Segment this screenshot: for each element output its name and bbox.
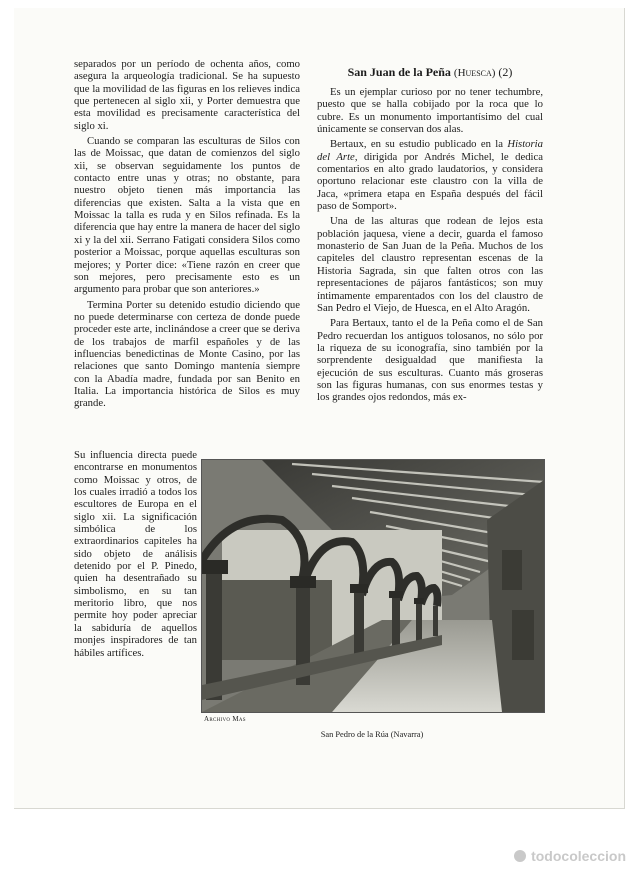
document-page <box>14 8 625 809</box>
right-paragraph-2 <box>317 138 543 212</box>
left-paragraph-2: Cuando se comparan las esculturas de Silos con las de Moissac, que datan de comienzos del siglo xii, se observan seguidamente los puntos de contacto entre unas y otras; no obstante, para nuestro objeto tienen más importancia las diferencias que existen. Salta a la vista que en Moissac la talla es ruda y en Silos refinada. Es la diferencia que hay entre la manera de hacer del siglo xi y la del xii. Serrano Fatigati considera Silos como posterior a Moissac, porque aquellas esculturas son mejores; y Porter dice: «Tiene razón en creer que son mejores, pero precisamente esto es un argumento para probar que son anteriores.» <box>74 135 300 296</box>
cloister-illustration <box>202 460 544 712</box>
left-paragraph-1: separados por un período de ochenta años, como asegura la arqueología tradicional. Se ha supuesto que la movilidad de las figuras en los relieves indica que pertenecen al siglo xii, y Porter demuestra que esta movilidad es precisamente característica del siglo xi. <box>74 58 300 132</box>
right-paragraph-4: Para Bertaux, tanto el de la Peña como el de San Pedro recuerdan los antiguos tolosanos, no sólo por la riqueza de su iconografía, sino también por la sorprendente desigualdad que manifiesta la ejecución de sus esculturas. Cuanto más groseras son las figuras humanas, con sus enormes testas y los grandes ojos redondos, más ex- <box>317 317 543 404</box>
right-paragraph-2-a: Bertaux, en su estudio publicado en la <box>330 138 508 151</box>
watermark-logo-icon <box>514 850 526 862</box>
cloister-photo <box>201 459 545 713</box>
photo-credit: Archivo Mas <box>204 715 246 723</box>
left-column-continuation <box>74 449 197 659</box>
section-title-number: (2) <box>498 65 513 79</box>
left-paragraph-3: Termina Porter su detenido estudio diciendo que no puede determinarse con certeza de donde puede proceder este arte, inclinándose a creer que se deriva de los trabajos de marfil españoles y de las influencias benedictinas de Monte Casino, por las relaciones que santo Domingo mantenía siempre con la Abadía madre, fundada por san Benito en Italia. La importancia histórica de Silos es muy grande. <box>74 298 300 410</box>
photo-caption: San Pedro de la Rúa (Navarra) <box>320 730 424 739</box>
watermark <box>514 848 626 864</box>
section-title-main: San Juan de la Peña <box>347 65 451 79</box>
right-paragraph-3: Una de las alturas que rodean de lejos esta población jaquesa, viene a decir, guarda el famoso monasterio de San Juan de la Peña. Muchos de los capiteles del claustro representan escenas de la Historia Sagrada, sin que falten otros con las representaciones de pájaros fantásticos; son muy íntimamente emparentados con los del claustro de San Pedro el Viejo, de Huesca, en el Alto Aragón. <box>317 215 543 314</box>
left-column <box>74 58 300 410</box>
book-title: Historia del Arte <box>317 138 543 163</box>
left-paragraph-3-continuation: Su influencia directa puede encontrarse en monumentos como Moissac y otros, de los cuales irradió a todos los escultores de Europa en el siglo xii. La significación simbólica de los extraordinarios capiteles ha sido objeto de análisis detenido por el P. Pinedo, quien ha desentrañado su simbolismo, en su tan meritorio libro, que nos permite hoy poder apreciar la sabiduría de aquellos monjes inspiradores de tan hábiles artífices. <box>74 449 197 659</box>
right-paragraph-1: Es un ejemplar curioso por no tener techumbre, puesto que se halla cobijado por la roca que lo cubre. Es un monumento importantísimo del cual únicamente se conservan dos alas. <box>317 86 543 136</box>
right-column <box>317 86 543 404</box>
watermark-text: todocoleccion <box>531 848 626 864</box>
right-paragraph-2-b: , dirigida por Andrés Michel, le dedica comentarios en alto grado laudatorios, y considera oportuno relacionar este claustro con la villa de Jaca, «primera etapa en España después del fácil paso de Somport». <box>317 150 544 213</box>
section-title-region: (Huesca) <box>453 67 496 79</box>
section-title <box>317 65 543 80</box>
